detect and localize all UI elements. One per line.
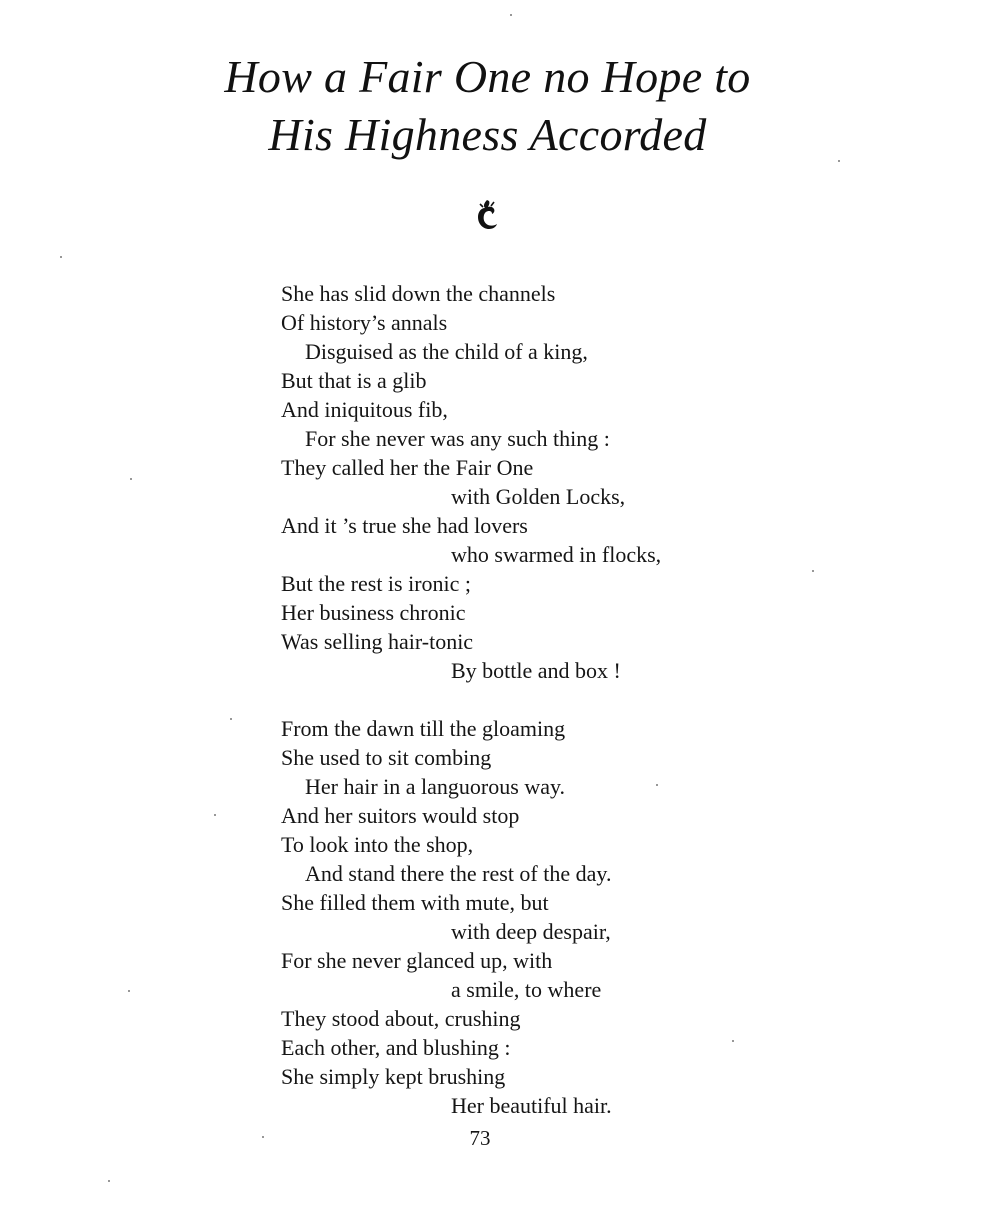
poem-line: with Golden Locks, [451, 484, 626, 509]
poem-line: From the dawn till the gloaming [281, 716, 566, 741]
print-speck [812, 570, 814, 572]
printer-ornament-icon [474, 198, 500, 232]
poem-line: But the rest is ironic ; [281, 571, 472, 596]
poem-title-line-1: How a Fair One no Hope to [224, 51, 751, 102]
poem-line: She filled them with mute, but [281, 890, 549, 915]
poem-line: Her hair in a languorous way. [305, 774, 566, 799]
print-speck [214, 814, 216, 816]
poem-line: For she never glanced up, with [281, 948, 553, 973]
poem-line: Her beautiful hair. [451, 1093, 612, 1118]
poem-line: who swarmed in flocks, [451, 542, 662, 567]
poem-line: a smile, to where [451, 977, 602, 1002]
poem-line: And it ’s true she had lovers [281, 513, 528, 538]
poem-line: By bottle and box ! [451, 658, 621, 683]
poem-line: She has slid down the channels [281, 281, 556, 306]
poem-line: And stand there the rest of the day. [305, 861, 612, 886]
poem-title-line-2: His Highness Accorded [268, 109, 707, 160]
page-number: 73 [469, 1126, 491, 1150]
stanza-1 [281, 279, 801, 685]
poem-line: She used to sit combing [281, 745, 492, 770]
print-speck [510, 14, 512, 16]
stanza-2 [281, 714, 801, 1120]
poem-line: She simply kept brushing [281, 1064, 506, 1089]
poem-line: For she never was any such thing : [305, 426, 610, 451]
poem-title [0, 48, 975, 164]
poem-body [281, 279, 801, 1120]
print-speck [656, 784, 658, 786]
print-speck [230, 718, 232, 720]
poem-line: They stood about, crushing [281, 1006, 521, 1031]
poem-line: To look into the shop, [281, 832, 474, 857]
print-speck [130, 478, 132, 480]
poem-line: And her suitors would stop [281, 803, 520, 828]
poem-line: Her business chronic [281, 600, 466, 625]
poem-line: Of history’s annals [281, 310, 448, 335]
print-speck [108, 1180, 110, 1182]
print-speck [128, 990, 130, 992]
print-speck [60, 256, 62, 258]
poem-line: And iniquitous fib, [281, 397, 448, 422]
poem-line: Disguised as the child of a king, [305, 339, 588, 364]
poem-line: Each other, and blushing : [281, 1035, 511, 1060]
print-speck [732, 1040, 734, 1042]
poem-line: But that is a glib [281, 368, 427, 393]
poem-line: with deep despair, [451, 919, 611, 944]
print-speck [838, 160, 840, 162]
poem-line: Was selling hair-tonic [281, 629, 474, 654]
print-speck [262, 1136, 264, 1138]
poem-line: They called her the Fair One [281, 455, 534, 480]
